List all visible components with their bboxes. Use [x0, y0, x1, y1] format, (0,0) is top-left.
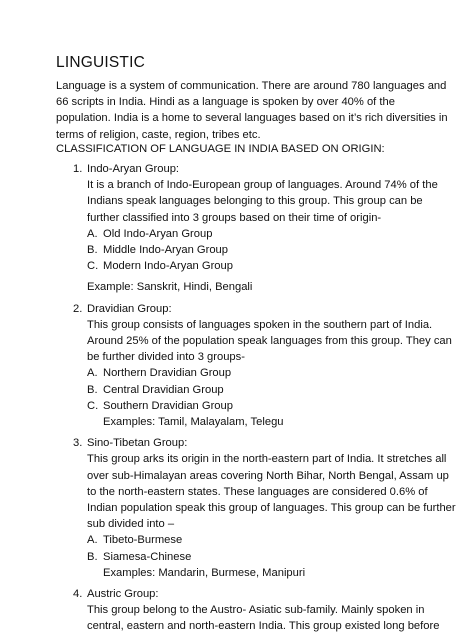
group-item — [56, 301, 456, 431]
document-title: LINGUISTIC — [56, 54, 145, 71]
group-item — [56, 161, 456, 296]
group-title: Dravidian Group: — [87, 302, 172, 315]
subgroup-item — [87, 382, 456, 398]
subgroup-item — [87, 242, 456, 258]
group-number: 4. — [73, 588, 83, 601]
group-list — [56, 161, 456, 635]
subgroup-label: Modern Indo-Aryan Group — [103, 260, 233, 273]
subgroup-label: Southern Dravidian Group — [103, 399, 233, 412]
subgroup-letter: B. — [87, 383, 98, 396]
subgroup-label: Northern Dravidian Group — [103, 367, 232, 380]
section-heading: CLASSIFICATION OF LANGUAGE IN INDIA BASED ON ORIGIN: — [56, 143, 385, 155]
group-description: This group arks its origin in the north-eastern part of India. It stretches all over sub-Himalayan areas covering North Bihar, North Bengal, Assam up to the north-eastern states. These languages are considered 0.6% of Indian population speak this group of languages. This group can be further sub divided into – — [87, 453, 456, 531]
subgroup-item — [87, 365, 456, 381]
group-description: It is a branch of Indo-European group of languages. Around 74% of the Indians speak languages belonging to this group. This group can be further classified into 3 groups based on their time of origin- — [87, 179, 438, 224]
subgroup-item — [87, 226, 456, 242]
group-example: Example: Sanskrit, Hindi, Bengali — [87, 281, 253, 294]
group-example: Examples: Mandarin, Burmese, Manipuri — [103, 566, 306, 579]
subgroup-letter: A. — [87, 534, 98, 547]
group-description: This group consists of languages spoken in the southern part of India. Around 25% of the population speak languages from this group. They can be further divided into 3 groups- — [87, 318, 452, 364]
subgroup-label: Siamesa-Chinese — [103, 550, 192, 563]
subgroup-item — [87, 532, 456, 548]
group-item — [56, 435, 456, 581]
group-number: 1. — [73, 163, 83, 175]
group-number: 2. — [73, 302, 83, 315]
subgroup-letter: C. — [87, 399, 99, 412]
group-title: Sino-Tibetan Group: — [87, 437, 188, 450]
subgroup-label: Tibeto-Burmese — [103, 534, 183, 547]
subgroup-letter: A. — [87, 227, 98, 240]
subgroup-letter: B. — [87, 550, 98, 563]
group-title: Indo-Aryan Group: — [87, 163, 180, 175]
subgroup-label: Middle Indo-Aryan Group — [103, 244, 228, 257]
group-item — [56, 586, 456, 635]
subgroup-letter: A. — [87, 367, 98, 380]
group-description: This group belong to the Austro- Asiatic sub-family. Mainly spoken in central, eastern and north-eastern India. This group existed long before — [87, 604, 440, 633]
subgroup-item — [87, 258, 456, 274]
group-example: Examples: Tamil, Malayalam, Telegu — [103, 416, 284, 429]
subgroup-item — [87, 549, 456, 565]
group-number: 3. — [73, 437, 83, 450]
subgroup-letter: C. — [87, 260, 99, 273]
intro-paragraph: Language is a system of communication. There are around 780 languages and 66 scripts in India. Hindi as a language is spoken by over 40% of the population. India is a home to several languages based on it’s rich diversities in terms of religion, caste, region, tribes etc. — [56, 80, 448, 141]
group-title: Austric Group: — [87, 588, 159, 601]
subgroup-letter: B. — [87, 244, 98, 257]
subgroup-item — [87, 398, 456, 414]
subgroup-label: Old Indo-Aryan Group — [103, 227, 213, 240]
subgroup-label: Central Dravidian Group — [103, 383, 224, 396]
